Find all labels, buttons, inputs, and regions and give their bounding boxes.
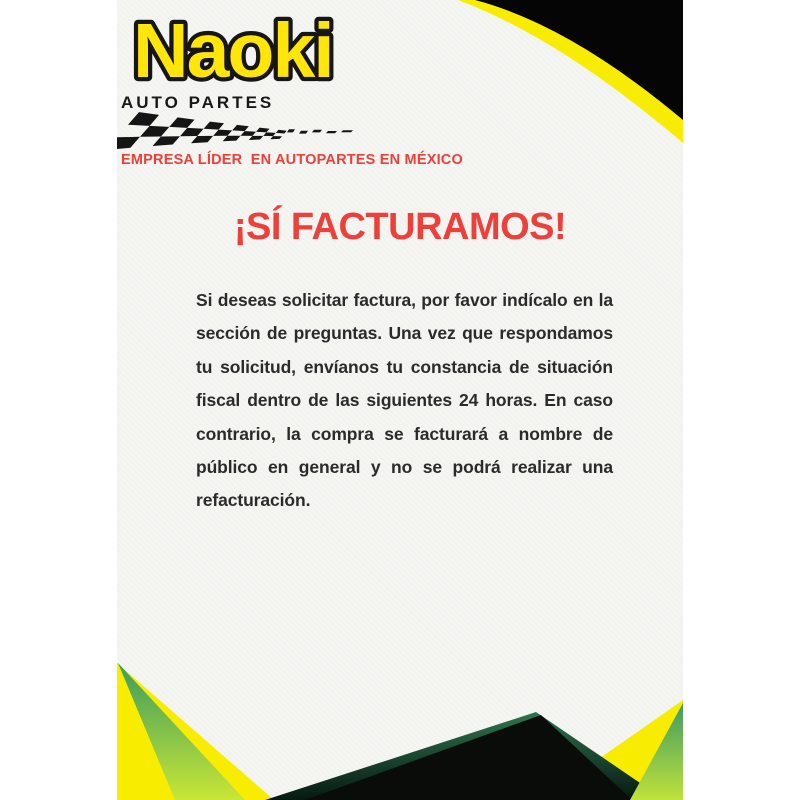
checkered-flag-icon [117,111,357,153]
bottom-black-mountain [305,715,632,800]
bottom-left-green-triangle [118,663,245,800]
top-right-yellow-band [458,0,683,143]
bottom-right-yellow-triangle [540,700,683,800]
headline: ¡SÍ FACTURAMOS! [233,206,567,248]
body-paragraph: Si deseas solicitar factura, por favor indícalo en la sección de preguntas. Una vez que respondamos tu solicitud, envíanos tu constancia de situación fiscal dentro de las siguientes 24 horas. En caso contrario, la compra se facturará a nombre de público en general y no se podrá realizar una refacturación. [196,290,613,511]
flyer [117,0,683,800]
brand-logo [127,1,387,97]
bottom-right-green-triangle [630,703,683,800]
bottom-left-yellow-triangle [117,663,274,800]
bottom-dark-green-mountain [265,712,665,800]
top-right-black-corner [475,0,683,120]
brand-subtitle: AUTO PARTES [121,93,275,112]
brand-logo-text: Naoki [133,8,333,94]
brand-tagline: EMPRESA LÍDER EN AUTOPARTES EN MÉXICO [121,152,463,168]
